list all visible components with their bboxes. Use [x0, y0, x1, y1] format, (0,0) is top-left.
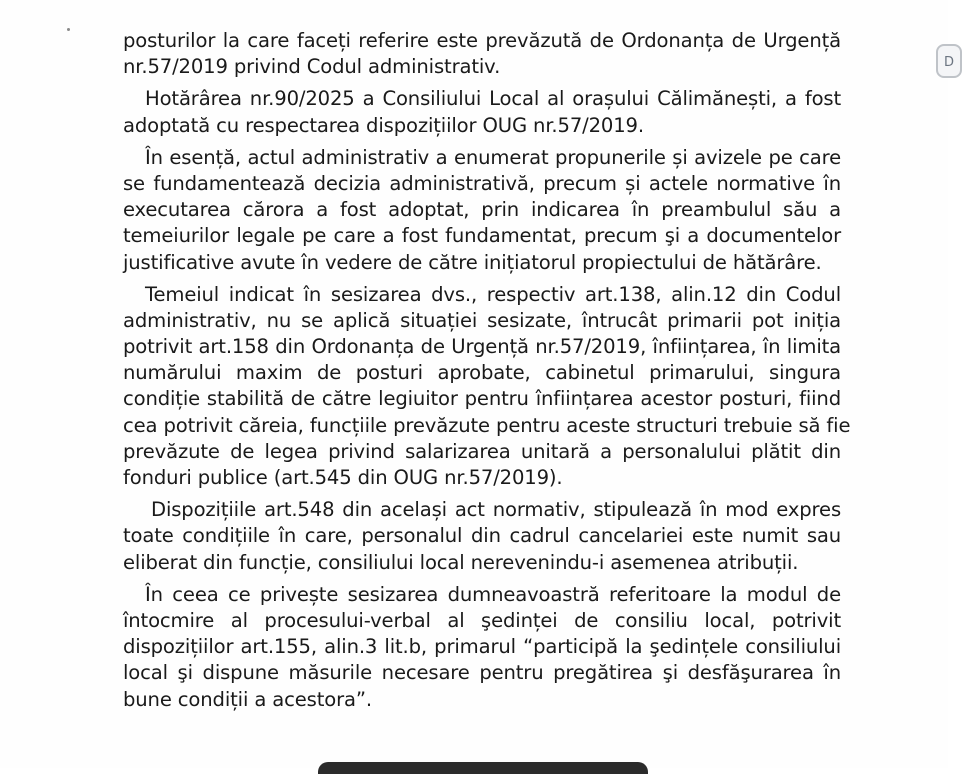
text-line: executarea cărora a fost adoptat, prin indicarea în preambulul său a — [123, 198, 841, 222]
text-line: temeiurilor legale pe care a fost fundamentat, precum şi a documentelor — [123, 224, 841, 248]
text-line: bune condiții a acestora”. — [123, 687, 372, 711]
text-line: local şi dispune măsurile necesare pentru pregătirea şi desfăşurarea în — [123, 661, 841, 685]
text-line: toate condițiile în care, personalul din cadrul cancelariei este numit sau — [123, 524, 841, 548]
text-line: fonduri publice (art.545 din OUG nr.57/2019). — [123, 466, 563, 489]
text-line: administrativ, nu se aplică situației sesizate, întrucât primarii pot iniția — [123, 308, 841, 332]
text-line: eliberat din funcție, consiliului local nerevenindu-i asemenea atribuții. — [123, 550, 799, 574]
text-line: numărului maxim de posturi aprobate, cabinetul primarului, singura — [123, 361, 841, 385]
scan-speck — [67, 28, 70, 31]
overlay-bar — [318, 762, 648, 774]
document-body — [123, 28, 851, 713]
paragraph-start-line: În esență, actul administrativ a enumerat propunerile și avizele pe care — [145, 145, 841, 169]
text-line: se fundamentează decizia administrativă, precum și actele normative în — [123, 171, 841, 195]
paragraph-start-line: În ceea ce privește sesizarea dumneavoastră referitoare la modul de — [145, 582, 841, 606]
paragraph-start-line: Temeiul indicat în sesizarea dvs., respectiv art.138, alin.12 din Codul — [145, 282, 841, 306]
text-line: adoptată cu respectarea dispozițiilor OUG nr.57/2019. — [123, 113, 644, 137]
text-line: întocmire al procesului-verbal al şedinței de consiliu local, potrivit — [123, 608, 841, 632]
text-line: justificative avute în vedere de către inițiatorul propiectului de hătărâre. — [123, 250, 822, 274]
paragraph-start-line: Dispozițiile art.548 din același act normativ, stipulează în mod expres — [151, 498, 841, 522]
side-panel-tab[interactable]: D — [936, 44, 962, 78]
text-line: condiție stabilită de către legiuitor pentru înființarea acestor posturi, fiind — [123, 387, 841, 411]
text-line: dispozițiilor art.155, alin.3 lit.b, primarul “participă la şedințele consiliului — [123, 635, 841, 659]
text-line: potrivit art.158 din Ordonanța de Urgență nr.57/2019, înființarea, în limita — [123, 335, 841, 359]
text-line: posturilor la care faceți referire este prevăzută de Ordonanța de Urgență — [123, 29, 841, 52]
paragraph-start-line: Hotărârea nr.90/2025 a Consiliului Local al orașului Călimănești, a fost — [145, 87, 841, 111]
text-line: nr.57/2019 privind Codul administrativ. — [123, 55, 501, 79]
text-line: prevăzute de legea privind salarizarea unitară a personalului plătit din — [123, 439, 841, 463]
text-line: cea potrivit căreia, funcțiile prevăzute pentru aceste structuri trebuie să fie — [123, 413, 851, 437]
